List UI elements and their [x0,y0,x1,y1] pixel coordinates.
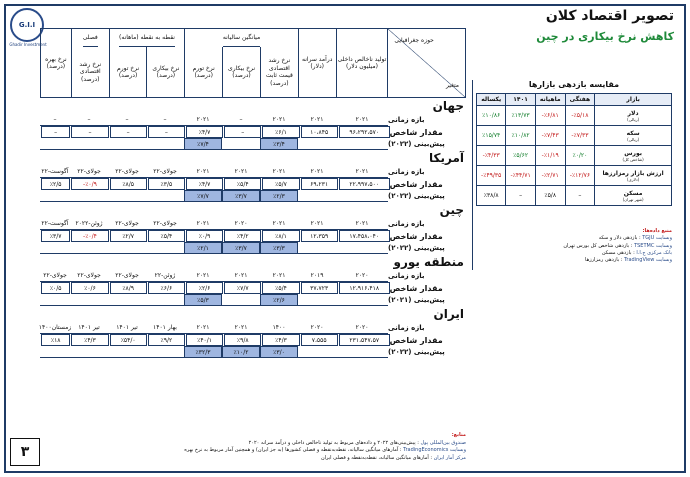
table-cell: ٪۰/۶ [71,282,108,294]
table-row [40,138,466,150]
table-cell: ٪۷/۷ [224,282,261,294]
table-cell [146,190,184,202]
table-cell: ۲۰۲۱ [260,166,298,178]
row-label: مقدار شاخص [389,127,443,137]
table-cell: ٪۸/۹ [110,282,147,294]
annual-group-title: میانگین سالیانه [223,29,260,47]
asset-unit: (شهر تهران) [622,196,644,202]
row-label: بازه زمانی [388,272,425,280]
source-line: بانک مرکزی ج.ا.ا : بازدهی مسکن [601,249,672,256]
comparison-table [476,93,672,206]
table-cell [40,242,70,254]
table-cell: ۱۲،۹۱۶،۴۱۸ [339,282,390,294]
table-cell: ٪۳/۴ [260,138,298,150]
table-header [40,28,466,98]
table-cell: ۲۰۲۱ [260,270,298,282]
comparison-col-header: ۱۴۰۱ [506,94,535,106]
table-cell: ٪۳/۰ [260,346,298,358]
page-subtitle: کاهش نرخ بیکاری در چین [536,30,674,43]
comparison-col-header: یکساله [477,94,506,106]
table-cell: جولای-۲۲ [40,270,70,282]
table-cell: بهار ۱۴۰۱ [146,322,184,334]
table-cell: ٪۹/۲ [148,334,185,346]
table-cell: ٪۳/۵ [148,178,185,190]
table-row [40,294,466,306]
comparison-title: مقایسه بازدهی بازارها [528,80,620,89]
comparison-row [477,146,672,166]
source-site: وبسایت TGJU [642,235,672,242]
row-label: بازه زمانی [388,116,425,124]
company-logo: G.I.I [10,8,44,42]
source-line: وبسایت TGJU : بازدهی دلار و سکه [598,235,672,242]
return-cell: ٪۵/۱۸- [565,106,595,126]
row-label: بازه زمانی [388,324,425,332]
table-cell: ژوئن-۲۰۲۲ [70,218,108,230]
asset-unit: (دلاری) [626,176,640,182]
table-cell: – [40,114,70,126]
asset-unit: (ریالی) [627,136,640,142]
section-title: ایران [433,307,464,321]
table-row [40,190,466,202]
note-source: مرکز آمار ایران [433,454,466,461]
table-cell [70,190,108,202]
table-cell [70,294,108,306]
seasonal-group-title: فصلی [83,29,98,47]
table-cell: ٪۹/۸ [224,334,261,346]
table-cell: ٪۶/۱ [262,126,299,138]
table-cell [146,346,184,358]
point-col-unemployment: نرخ بیکاری (درصد) [146,47,184,97]
table-cell [70,138,108,150]
table-cell: ٪۲/۷ [110,230,147,242]
region-variable-header [387,29,465,97]
asset-name: مسکن (شهر تهران) [595,186,672,206]
row-label: پیش‌بینی (۲۰۲۲) [388,348,445,356]
table-cell [146,242,184,254]
table-cell: ژوئن-۲۲ [146,270,184,282]
table-row [40,126,466,138]
table-cell: ۲۰۲۰ [222,218,260,230]
asset-name: ارزش بازار رمزارزها (دلاری) [595,166,672,186]
table-cell [336,242,388,254]
table-cell [336,294,388,306]
sections-container [40,98,466,358]
table-cell [298,346,336,358]
table-cell: ٪۸/۵ [110,178,147,190]
table-cell [108,242,146,254]
table-cell: ٪۴/۳ [71,334,108,346]
return-cell: ٪۰/۲۰ [565,146,595,166]
table-cell: – [70,114,108,126]
row-label: پیش‌بینی (۲۰۲۲) [388,192,445,200]
annual-col-unemployment: نرخ بیکاری (درصد) [222,47,260,97]
source-line: وبسایت TradingView : بازدهی رمزارزها [585,257,672,263]
table-row [40,346,466,358]
return-cell: ٪۱/۱۹- [535,146,565,166]
return-cell: ٪۲/۷۱- [535,166,565,186]
variable-header: متغیر [445,81,459,89]
table-cell: ٪۲/۵ [41,178,70,190]
table-cell: ۲۰۲۰ [336,270,388,282]
table-cell [336,138,388,150]
table-cell [70,346,108,358]
table-cell: ٪۴/۷ [186,178,223,190]
table-cell: جولای-۲۲ [70,166,108,178]
table-row [40,218,466,230]
table-cell: ٪۳/۷ [222,190,260,202]
notes-heading: منابع: [451,432,466,438]
return-cell: ٪۱۲/۷۶- [565,166,595,186]
return-cell: ٪۱۰/۸۲ [506,126,535,146]
table-cell: ٪۲/۳ [260,190,298,202]
table-cell: ٪۳/۷ [222,242,260,254]
annual-group-header [184,29,297,97]
region-header: حوزه جغرافیایی [394,37,434,44]
gdp-header: تولید ناخالص داخلی (میلیون دلار) [336,29,388,97]
asset-name: دلار (ریالی) [595,106,672,126]
table-row [40,334,466,346]
comparison-col-header: ماهیانه [535,94,565,106]
table-cell: ۲۰۲۱ [260,114,298,126]
table-cell: جولای-۲۲ [146,218,184,230]
table-cell: ۲۰۲۱ [298,218,336,230]
table-cell [222,294,260,306]
table-cell: ۲۰۲۱ [298,114,336,126]
annual-col-inflation: نرخ تورم (درصد) [192,64,215,79]
table-cell: ٪۵/۷ [262,178,299,190]
table-cell: ۲۰۲۱ [298,166,336,178]
table-cell [298,242,336,254]
row-label: پیش‌بینی (۲۰۲۱) [388,296,445,304]
table-cell [146,138,184,150]
table-cell: ۲۰۱۹ [298,270,336,282]
comparison-sources [478,228,672,264]
table-row [40,166,466,178]
table-cell: ٪۲/۱ [184,242,222,254]
table-cell: ۲۰۲۱ [184,114,222,126]
table-cell: ٪۰/۴- [71,230,108,242]
table-row [40,322,466,334]
return-cell: ٪۵/۶۲ [506,146,535,166]
table-cell [108,346,146,358]
table-cell: جولای-۲۲ [108,270,146,282]
comparison-row [477,106,672,126]
annual-col-growth: نرخ رشد اقتصادی قیمت ثابت (درصد) [260,47,298,97]
sources-heading: منبع داده‌ها: [642,228,672,234]
table-cell: ٪۵۴/۰ [110,334,147,346]
table-cell: جولای-۲۲ [70,270,108,282]
table-cell [298,190,336,202]
table-cell: ۹۶،۲۹۲،۵۷۰ [339,126,390,138]
table-cell: ٪۱۰/۲ [222,346,260,358]
table-row [40,270,466,282]
return-cell: ٪۴۹/۳۵- [477,166,506,186]
point-group-header [109,29,185,97]
market-comparison [476,80,672,206]
table-cell: ۲۰۲۱ [260,218,298,230]
table-cell: ٪۷/۴ [184,138,222,150]
table-cell: ۱۲،۳۵۹ [301,230,338,242]
return-cell: ٪۶/۸۱- [535,106,565,126]
table-cell: جولای-۲۲ [108,166,146,178]
table-cell: تیر ۱۴۰۱ [70,322,108,334]
table-cell: ٪۸/۱ [262,230,299,242]
comparison-row [477,166,672,186]
table-cell: – [148,126,185,138]
table-row [40,114,466,126]
comparison-col-header: هفتگی [565,94,595,106]
note-source: وبسایت TradingEconomics [403,447,466,453]
seasonal-group-header [71,29,109,97]
table-cell [40,190,70,202]
row-label: مقدار شاخص [389,179,443,189]
table-cell: ٪۴۰/۱ [186,334,223,346]
table-cell [108,190,146,202]
row-label: مقدار شاخص [389,335,443,345]
table-cell [40,346,70,358]
comparison-col-header: بازار [595,94,672,106]
asset-name: بورس (شاخص کل) [595,146,672,166]
table-cell: ۲۰۲۱ [336,218,388,230]
table-cell: ۷،۵۵۵ [301,334,338,346]
table-cell: آگوست-۲۲ [40,166,70,178]
table-cell [336,346,388,358]
table-cell: ۳۷،۷۲۳ [301,282,338,294]
table-cell: – [224,126,261,138]
return-cell: ٪۷/۳۳- [565,126,595,146]
row-label: پیش‌بینی (۲۰۲۲) [388,140,445,148]
table-cell: – [41,126,70,138]
table-cell: – [146,114,184,126]
table-cell: ۲۲،۹۹۷،۵۰۰ [339,178,390,190]
table-cell [146,294,184,306]
macro-table [40,28,466,358]
table-cell: ۱۰،۸۴۵ [301,126,338,138]
table-cell [298,294,336,306]
table-cell: ٪۵/۴ [262,282,299,294]
table-cell: ٪۳/۳ [260,242,298,254]
return-cell: ٪۷/۴۳- [535,126,565,146]
table-cell: ۱۷،۴۵۸،۰۴۰ [339,230,390,242]
table-cell: ٪۴/۷ [186,126,223,138]
table-cell: ۲۰۲۱ [184,166,222,178]
table-cell: ٪۴/۲ [224,230,261,242]
table-row [40,242,466,254]
table-cell: ٪۳۲/۳ [184,346,222,358]
table-cell: – [222,114,260,126]
table-cell: ۲۰۲۱ [222,322,260,334]
table-cell: ٪۲/۶ [186,282,223,294]
table-cell: ٪۰/۵ [41,282,70,294]
source-site: وبسایت TSETMC [634,242,672,249]
row-label: مقدار شاخص [389,283,443,293]
seasonal-col-growth: نرخ رشد اقتصادی (درصد) [79,60,102,83]
return-cell: ٪۱۰/۸۶ [477,106,506,126]
table-cell: ٪۵/۳ [184,294,222,306]
table-cell: ۱۴۰۰ [260,322,298,334]
table-cell: ٪۶/۶ [148,282,185,294]
table-cell: ۲۰۲۱ [184,270,222,282]
table-cell: ۲۰۲۱ [184,322,222,334]
table-cell: ۲۰۲۰ [298,322,336,334]
table-cell: تیر ۱۴۰۱ [108,322,146,334]
table-cell: ۲۰۲۱ [184,218,222,230]
table-cell [222,138,260,150]
table-cell: – [71,126,108,138]
table-cell [336,190,388,202]
section-title: آمریکا [429,151,464,165]
table-cell [298,138,336,150]
source-site: وبسایت TradingView [624,257,672,263]
table-cell: ۲۰۲۱ [336,114,388,126]
table-row [40,178,466,190]
page-number: ۳ [10,438,40,466]
section-title: چین [439,203,464,217]
page-title: تصویر اقتصاد کلان [545,8,674,24]
row-label: مقدار شاخص [389,231,443,241]
table-cell: – [108,114,146,126]
return-cell: – [565,186,595,206]
logo-caption: Ghadir Investment [9,42,47,47]
table-cell: ٪۰/۹ [186,230,223,242]
table-cell: ٪۵/۴ [148,230,185,242]
table-cell: ۲۳۱،۵۴۷،۵۷ [339,334,390,346]
row-label: بازه زمانی [388,168,425,176]
sidebar-divider [472,80,473,270]
return-cell: ٪۳۸/۸ [477,186,506,206]
note-source: صندوق بین‌المللی پول [420,439,466,446]
table-cell: ۶۹،۲۳۱ [301,178,338,190]
table-cell: ٪۱۸ [41,334,70,346]
section-title: جهان [432,99,464,113]
table-cell: ٪۷/۷ [184,190,222,202]
table-cell: ٪۴/۳ [262,334,299,346]
table-cell: ٪۳/۷ [41,230,70,242]
table-cell: ۲۰۲۰ [336,322,388,334]
asset-name: سکه (ریالی) [595,126,672,146]
row-label: پیش‌بینی (۲۰۲۲) [388,244,445,252]
table-row [40,230,466,242]
table-cell [108,138,146,150]
footnotes [40,432,466,462]
note-line: مرکز آمار ایران : آمارهای میانگین سالیانه، نقطه‌به‌نقطه و فصلی ایران [320,454,466,461]
table-cell [70,242,108,254]
point-col-inflation: نرخ تورم (درصد) [116,64,140,79]
per-capita-header: درآمد سرانه (دلار) [298,29,336,97]
table-cell: ۲۰۲۱ [222,166,260,178]
table-cell [40,138,70,150]
return-cell: – [506,186,535,206]
table-cell: ٪۰/۹- [71,178,108,190]
table-cell: – [110,126,147,138]
table-cell: ٪۲/۶ [260,294,298,306]
table-cell: ٪۵/۴ [224,178,261,190]
return-cell: ٪۵/۸ [535,186,565,206]
table-cell: جولای-۲۲ [146,166,184,178]
return-cell: ٪۱۵/۷۴ [477,126,506,146]
return-cell: ٪۴/۳۳- [477,146,506,166]
table-cell [40,294,70,306]
note-line: وبسایت TradingEconomics : آمارهای میانگین سالیانه، نقطه‌به‌نقطه و فصلی کشورها (به جز ایران) و همچنین آمار مربوط به نرخ بهره [184,447,466,453]
table-cell: ۲۰۲۱ [336,166,388,178]
source-line: وبسایت TSETMC : بازدهی شاخص کل بورس تهران [563,242,672,249]
asset-unit: (شاخص کل) [622,156,644,162]
section-title: منطقه یورو [393,255,464,269]
table-cell [108,294,146,306]
point-group-title: نقطه به نقطه (ماهانه) [119,29,175,47]
interest-rate-header: نرخ بهره (درصد) [45,55,67,70]
table-cell: آگوست-۲۲ [40,218,70,230]
table-row [40,282,466,294]
row-label: بازه زمانی [388,220,425,228]
note-line: صندوق بین‌المللی پول : پیش‌بینی‌های ۲۰۲۲ و داده‌های مربوط به تولید ناخالص داخلی و درآمد سرانه ۲۰۲۰ [248,439,466,446]
table-cell: جولای-۲۲ [108,218,146,230]
comparison-row [477,126,672,146]
comparison-row [477,186,672,206]
asset-unit: (ریالی) [627,116,640,122]
return-cell: ٪۴۴/۷۱- [506,166,535,186]
source-site: بانک مرکزی ج.ا.ا [636,249,672,256]
table-cell: ۲۰۲۱ [222,270,260,282]
table-cell: زمستان۱۴۰۰ [40,322,70,334]
return-cell: ٪۱۳/۷۳ [506,106,535,126]
